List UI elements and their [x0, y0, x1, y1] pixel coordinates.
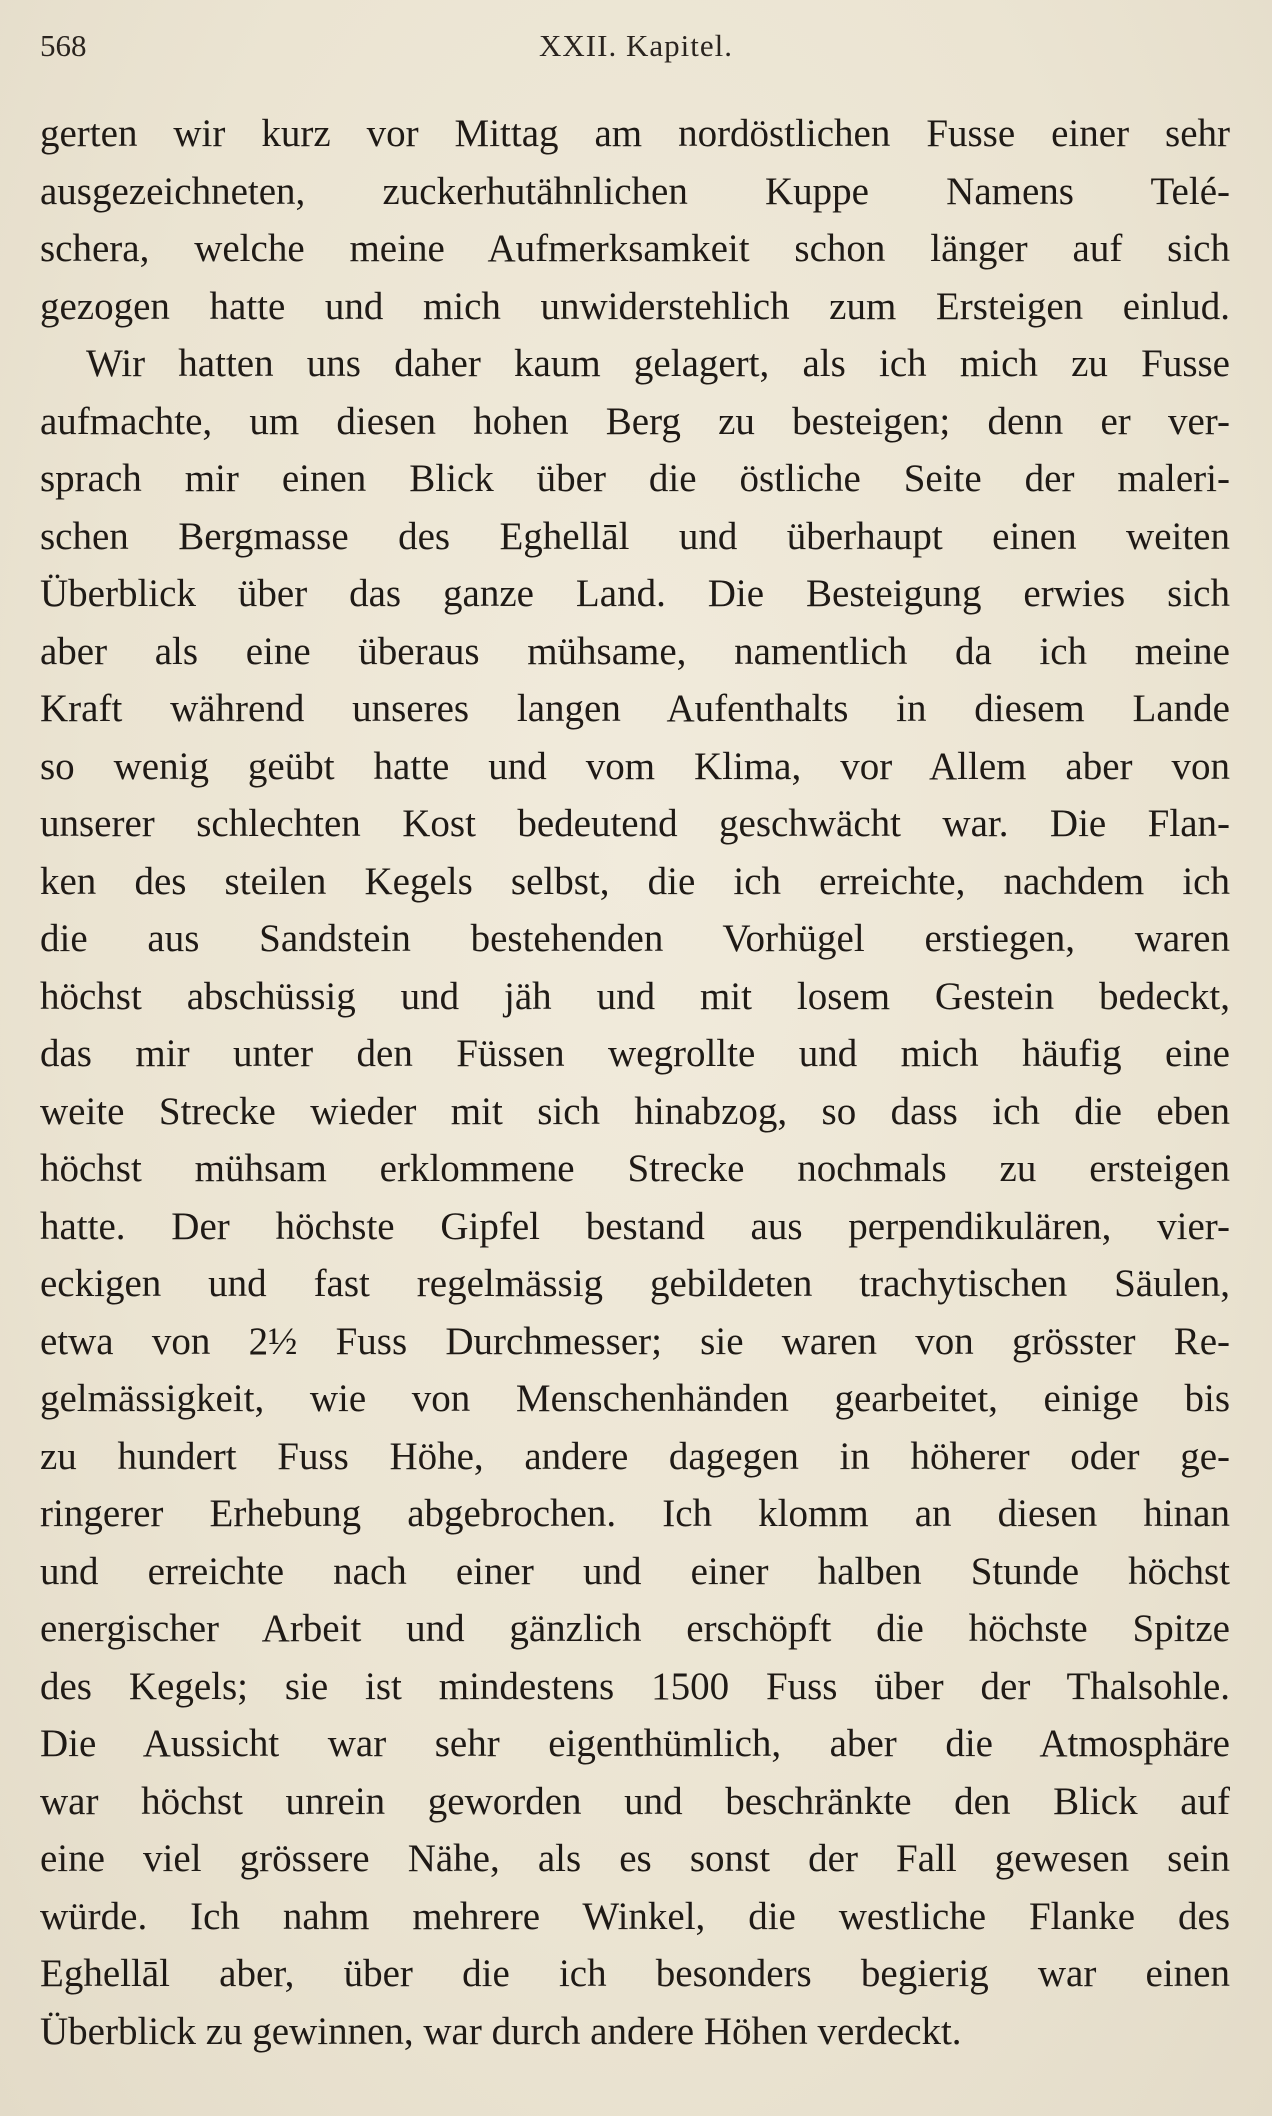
text-line: Die Aussicht war sehr eigenthümlich, aber die Atmosphäre	[40, 1722, 1230, 1765]
text-line: würde. Ich nahm mehrere Winkel, die westliche Flanke des	[40, 1894, 1230, 1938]
text-line: Überblick zu gewinnen, war durch andere Höhen verdeckt.	[40, 2009, 962, 2053]
text-line: gezogen hatte und mich unwiderstehlich zum Ersteigen einlud.	[40, 284, 1230, 328]
running-head: XXII. Kapitel.	[539, 28, 733, 63]
text-line: energischer Arbeit und gänzlich erschöpft die höchste Spitze	[40, 1607, 1230, 1650]
text-line: eckigen und fast regelmässig gebildeten trachytischen Säulen,	[40, 1262, 1230, 1305]
text-line: schera, welche meine Aufmerksamkeit schon länger auf sich	[40, 227, 1230, 270]
text-line: gelmässigkeit, wie von Menschenhänden gearbeitet, einige bis	[40, 1377, 1230, 1420]
text-line: höchst abschüssig und jäh und mit losem Gestein bedeckt,	[40, 974, 1230, 1018]
text-line: Überblick über das ganze Land. Die Besteigung erwies sich	[40, 572, 1230, 615]
text-line: so wenig geübt hatte und vom Klima, vor Allem aber von	[40, 744, 1230, 788]
text-line: des Kegels; sie ist mindestens 1500 Fuss über der Thalsohle.	[40, 1664, 1230, 1708]
text-line: ausgezeichneten, zuckerhutähnlichen Kuppe Namens Telé-	[40, 169, 1230, 213]
text-line: zu hundert Fuss Höhe, andere dagegen in höherer oder ge-	[40, 1434, 1230, 1478]
text-line: das mir unter den Füssen wegrollte und mich häufig eine	[40, 1032, 1230, 1075]
text-line: sprach mir einen Blick über die östliche Seite der maleri-	[40, 457, 1230, 500]
text-line: und erreichte nach einer und einer halben Stunde höchst	[40, 1549, 1230, 1593]
text-line: etwa von 2½ Fuss Durchmesser; sie waren von grösster Re-	[40, 1319, 1230, 1363]
text-line: hatte. Der höchste Gipfel bestand aus perpendikulären, vier-	[40, 1204, 1230, 1248]
text-line: unserer schlechten Kost bedeutend geschwächt war. Die Flan-	[40, 802, 1230, 845]
text-line: eine viel grössere Nähe, als es sonst der Fall gewesen sein	[40, 1837, 1230, 1880]
text-line: ken des steilen Kegels selbst, die ich erreichte, nachdem ich	[40, 859, 1230, 903]
text-line: war höchst unrein geworden und beschränkte den Blick auf	[40, 1779, 1230, 1823]
body-text	[40, 105, 1230, 2060]
text-line: Eghellāl aber, über die ich besonders begierig war einen	[40, 1952, 1230, 1995]
text-line: Kraft während unseres langen Aufenthalts in diesem Lande	[40, 687, 1230, 730]
text-line: weite Strecke wieder mit sich hinabzog, so dass ich die eben	[40, 1089, 1230, 1133]
text-line: die aus Sandstein bestehenden Vorhügel erstiegen, waren	[40, 917, 1230, 960]
text-line: gerten wir kurz vor Mittag am nordöstlichen Fusse einer sehr	[40, 112, 1230, 155]
text-line: höchst mühsam erklommene Strecke nochmals zu ersteigen	[40, 1147, 1230, 1190]
text-line: Wir hatten uns daher kaum gelagert, als ich mich zu Fusse	[86, 342, 1230, 385]
text-line: schen Bergmasse des Eghellāl und überhaupt einen weiten	[40, 514, 1230, 558]
page-header	[40, 28, 1232, 78]
text-line: aber als eine überaus mühsame, namentlich da ich meine	[40, 629, 1230, 673]
text-line: ringerer Erhebung abgebrochen. Ich klomm an diesen hinan	[40, 1492, 1230, 1535]
page-number: 568	[40, 28, 87, 63]
text-line: aufmachte, um diesen hohen Berg zu besteigen; denn er ver-	[40, 399, 1230, 443]
